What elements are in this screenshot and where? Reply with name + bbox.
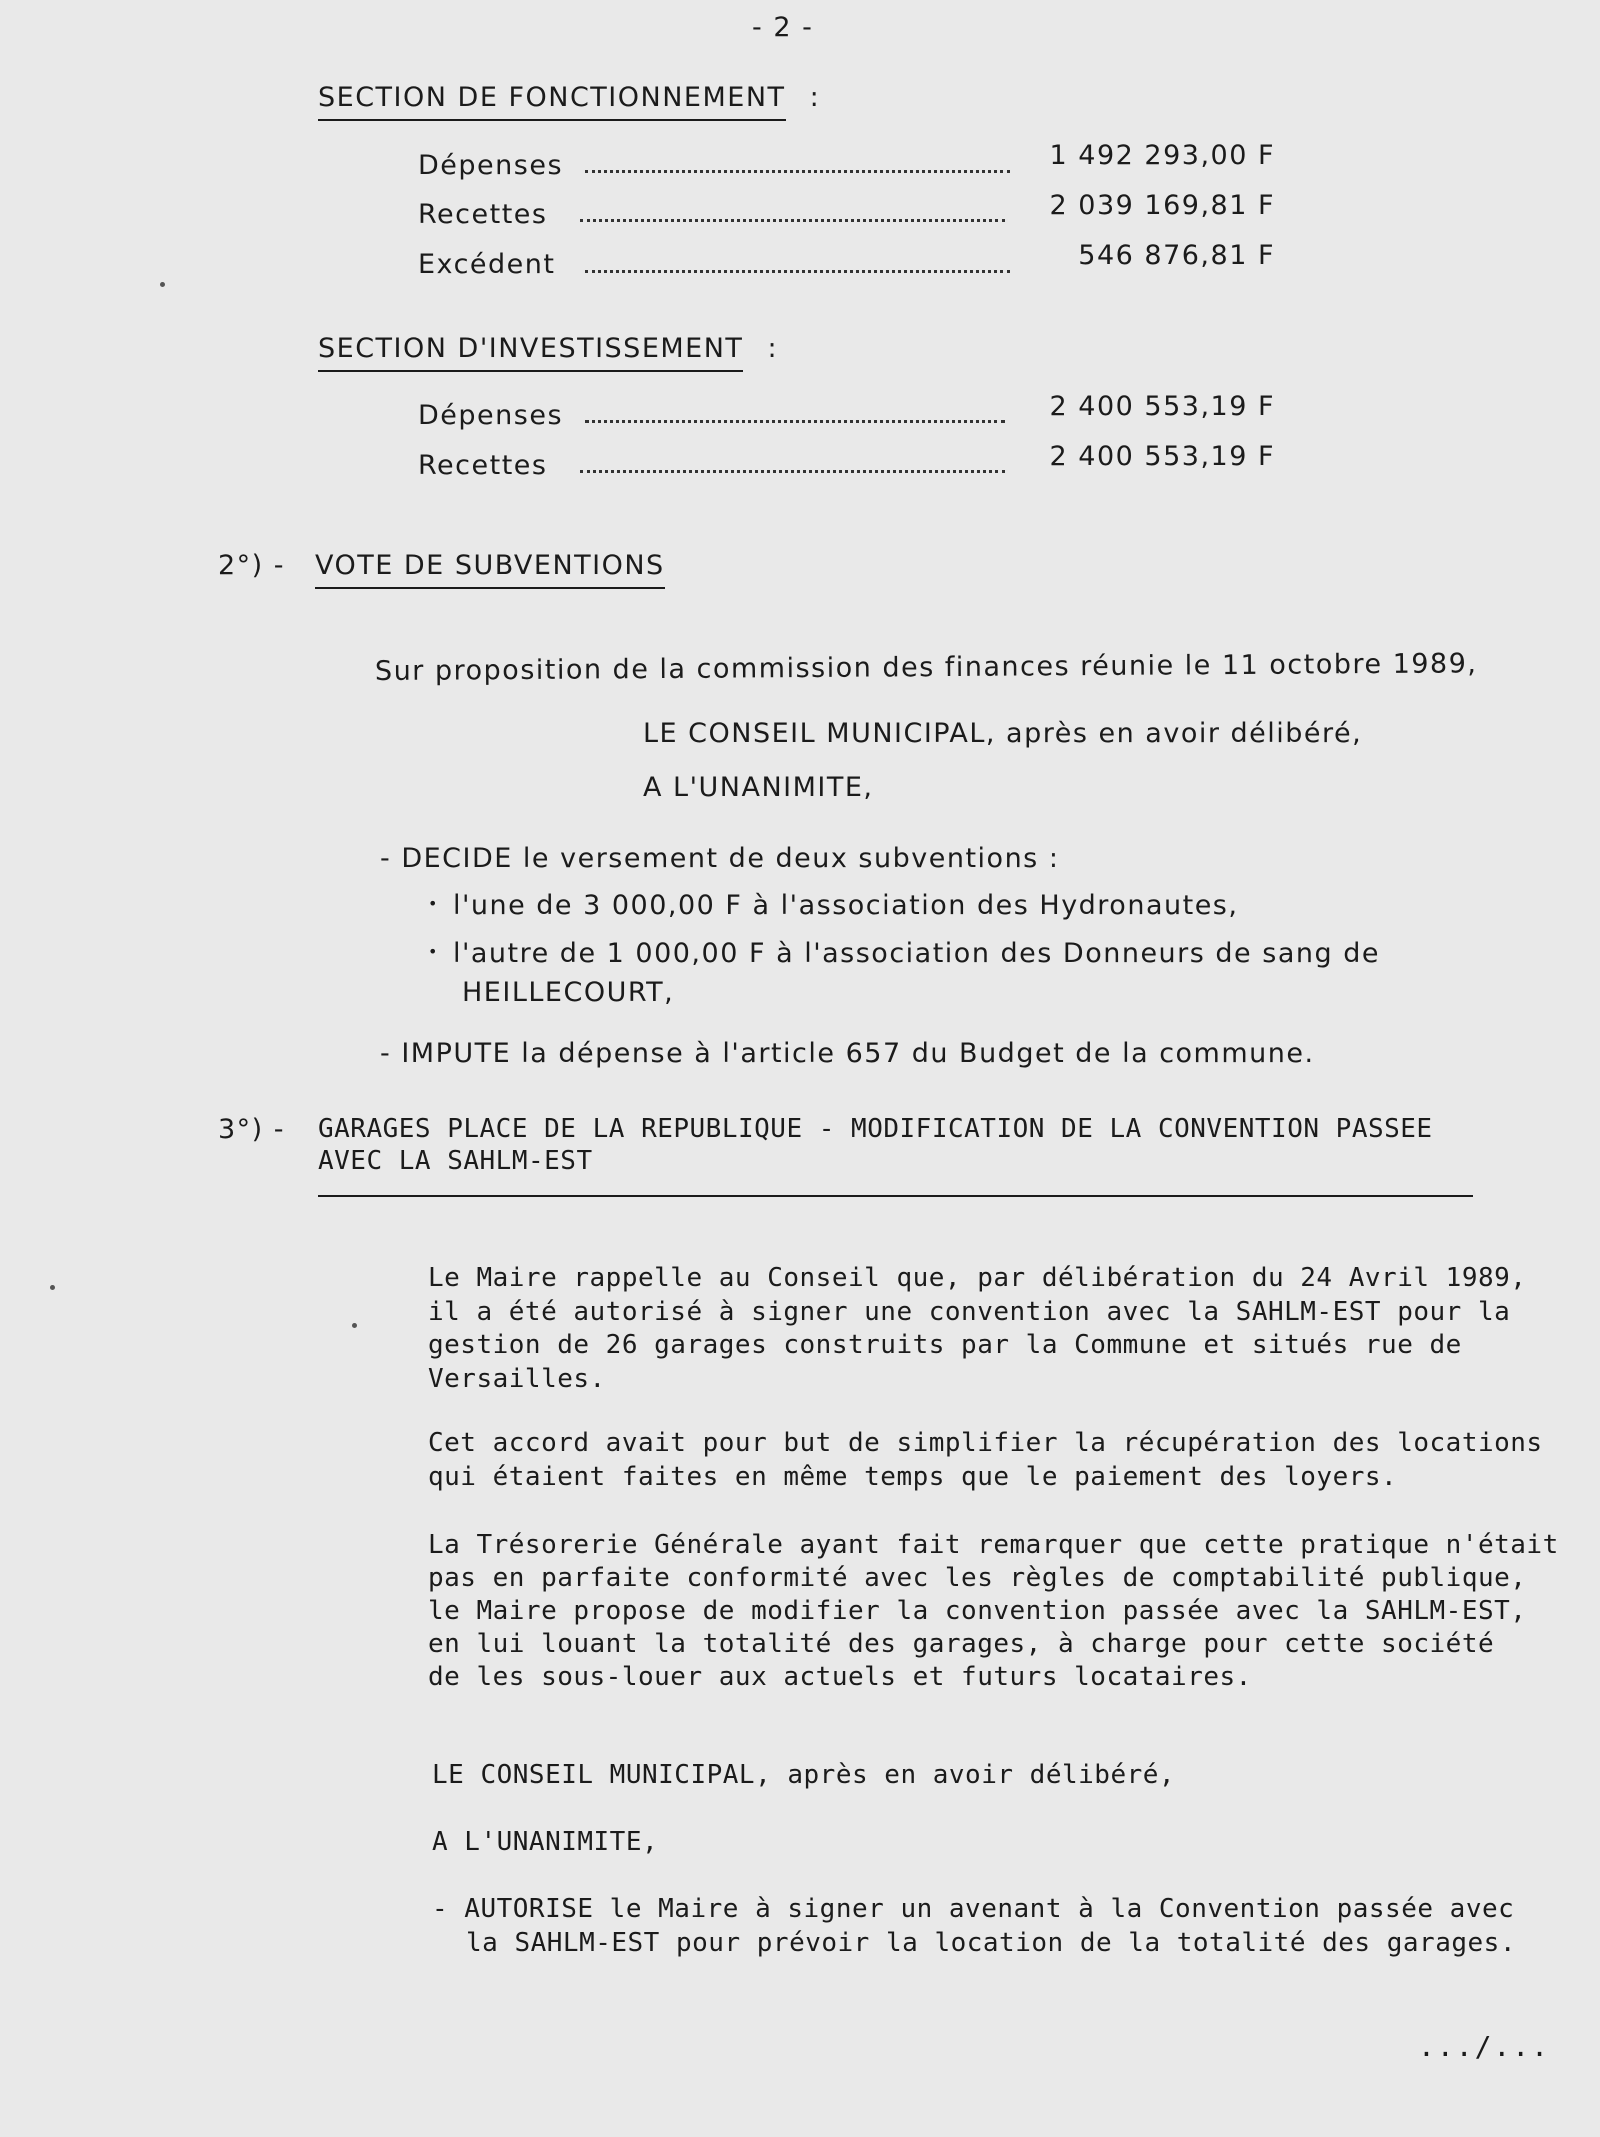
item3-title-line2: AVEC LA SAHLM-EST (318, 1146, 593, 1176)
item2-decide: - DECIDE le versement de deux subventions : (380, 843, 1060, 874)
para1-line: il a été autorisé à signer une convention avec la SAHLM-EST pour la (428, 1297, 1511, 1327)
dot-leader (580, 219, 1005, 222)
para3-line: le Maire propose de modifier la convention passée avec la SAHLM-EST, (428, 1596, 1527, 1626)
heading-colon: : (767, 333, 779, 364)
bullet-dot: • (428, 942, 439, 961)
investissement-amount-recettes: 2 400 553,19 F (1049, 441, 1275, 472)
item2-proposition: Sur proposition de la commission des finances réunie le 11 octobre 1989, (374, 648, 1478, 687)
item3-title-rule (318, 1195, 1473, 1197)
para2-line: qui étaient faites en même temps que le paiement des loyers. (428, 1462, 1398, 1492)
page-number: - 2 - (752, 12, 814, 43)
section-investissement-title: SECTION D'INVESTISSEMENT (318, 333, 743, 372)
para1-line: gestion de 26 garages construits par la Commune et situés rue de (428, 1330, 1462, 1360)
scan-speck (160, 282, 165, 287)
continuation-mark: .../... (1418, 2030, 1551, 2063)
fonctionnement-label-recettes: Recettes (418, 199, 548, 230)
bullet-2 (428, 938, 1380, 969)
item3-number: 3°) - (218, 1114, 286, 1145)
item3-autorise-line1: - AUTORISE le Maire à signer un avenant à la Convention passée avec (432, 1894, 1515, 1924)
bullet-1-text: l'une de 3 000,00 F à l'association des Hydronautes, (452, 890, 1239, 921)
dot-leader (585, 170, 1010, 173)
para1-line: Le Maire rappelle au Conseil que, par délibération du 24 Avril 1989, (428, 1263, 1527, 1293)
dot-leader (585, 270, 1010, 273)
investissement-label-recettes: Recettes (418, 450, 548, 481)
section-investissement-heading (318, 333, 778, 364)
para2-line: Cet accord avait pour but de simplifier la récupération des locations (428, 1428, 1543, 1458)
bullet-2-continuation: HEILLECOURT, (462, 977, 675, 1008)
para3-line: La Trésorerie Générale ayant fait remarquer que cette pratique n'était (428, 1530, 1559, 1560)
bullet-dot: • (428, 894, 439, 913)
para1-line: Versailles. (428, 1364, 606, 1394)
item2-unanimity: A L'UNANIMITE, (643, 772, 874, 803)
fonctionnement-amount-depenses: 1 492 293,00 F (1049, 140, 1275, 171)
item2-impute: - IMPUTE la dépense à l'article 657 du Budget de la commune. (380, 1038, 1315, 1069)
bullet-1 (428, 890, 1238, 921)
fonctionnement-amount-excedent: 546 876,81 F (1078, 240, 1275, 271)
scan-speck (50, 1285, 55, 1290)
item2-council: LE CONSEIL MUNICIPAL, après en avoir délibéré, (643, 718, 1363, 749)
item2-title (315, 550, 665, 581)
para3-line: de les sous-louer aux actuels et futurs locataires. (428, 1662, 1252, 1692)
fonctionnement-amount-recettes: 2 039 169,81 F (1049, 190, 1275, 221)
item3-title-line1: GARAGES PLACE DE LA REPUBLIQUE - MODIFICATION DE LA CONVENTION PASSEE (318, 1114, 1433, 1144)
para3-line: en lui louant la totalité des garages, à charge pour cette société (428, 1629, 1495, 1659)
dot-leader (580, 470, 1005, 473)
item2-title-text: VOTE DE SUBVENTIONS (315, 550, 665, 589)
section-fonctionnement-heading (318, 82, 820, 113)
para3-line: pas en parfaite conformité avec les règles de comptabilité publique, (428, 1563, 1527, 1593)
item3-council: LE CONSEIL MUNICIPAL, après en avoir délibéré, (432, 1760, 1176, 1790)
item2-number: 2°) - (218, 550, 286, 581)
bullet-2-text: l'autre de 1 000,00 F à l'association des Donneurs de sang de (452, 938, 1380, 969)
fonctionnement-label-depenses: Dépenses (418, 150, 564, 181)
heading-colon: : (809, 82, 821, 113)
fonctionnement-label-excedent: Excédent (418, 249, 556, 280)
investissement-amount-depenses: 2 400 553,19 F (1049, 391, 1275, 422)
dot-leader (585, 420, 1005, 423)
scan-speck (352, 1323, 357, 1328)
investissement-label-depenses: Dépenses (418, 400, 564, 431)
section-fonctionnement-title: SECTION DE FONCTIONNEMENT (318, 82, 786, 121)
item3-autorise-line2: la SAHLM-EST pour prévoir la location de la totalité des garages. (466, 1928, 1516, 1958)
item3-unanimity: A L'UNANIMITE, (432, 1827, 659, 1857)
